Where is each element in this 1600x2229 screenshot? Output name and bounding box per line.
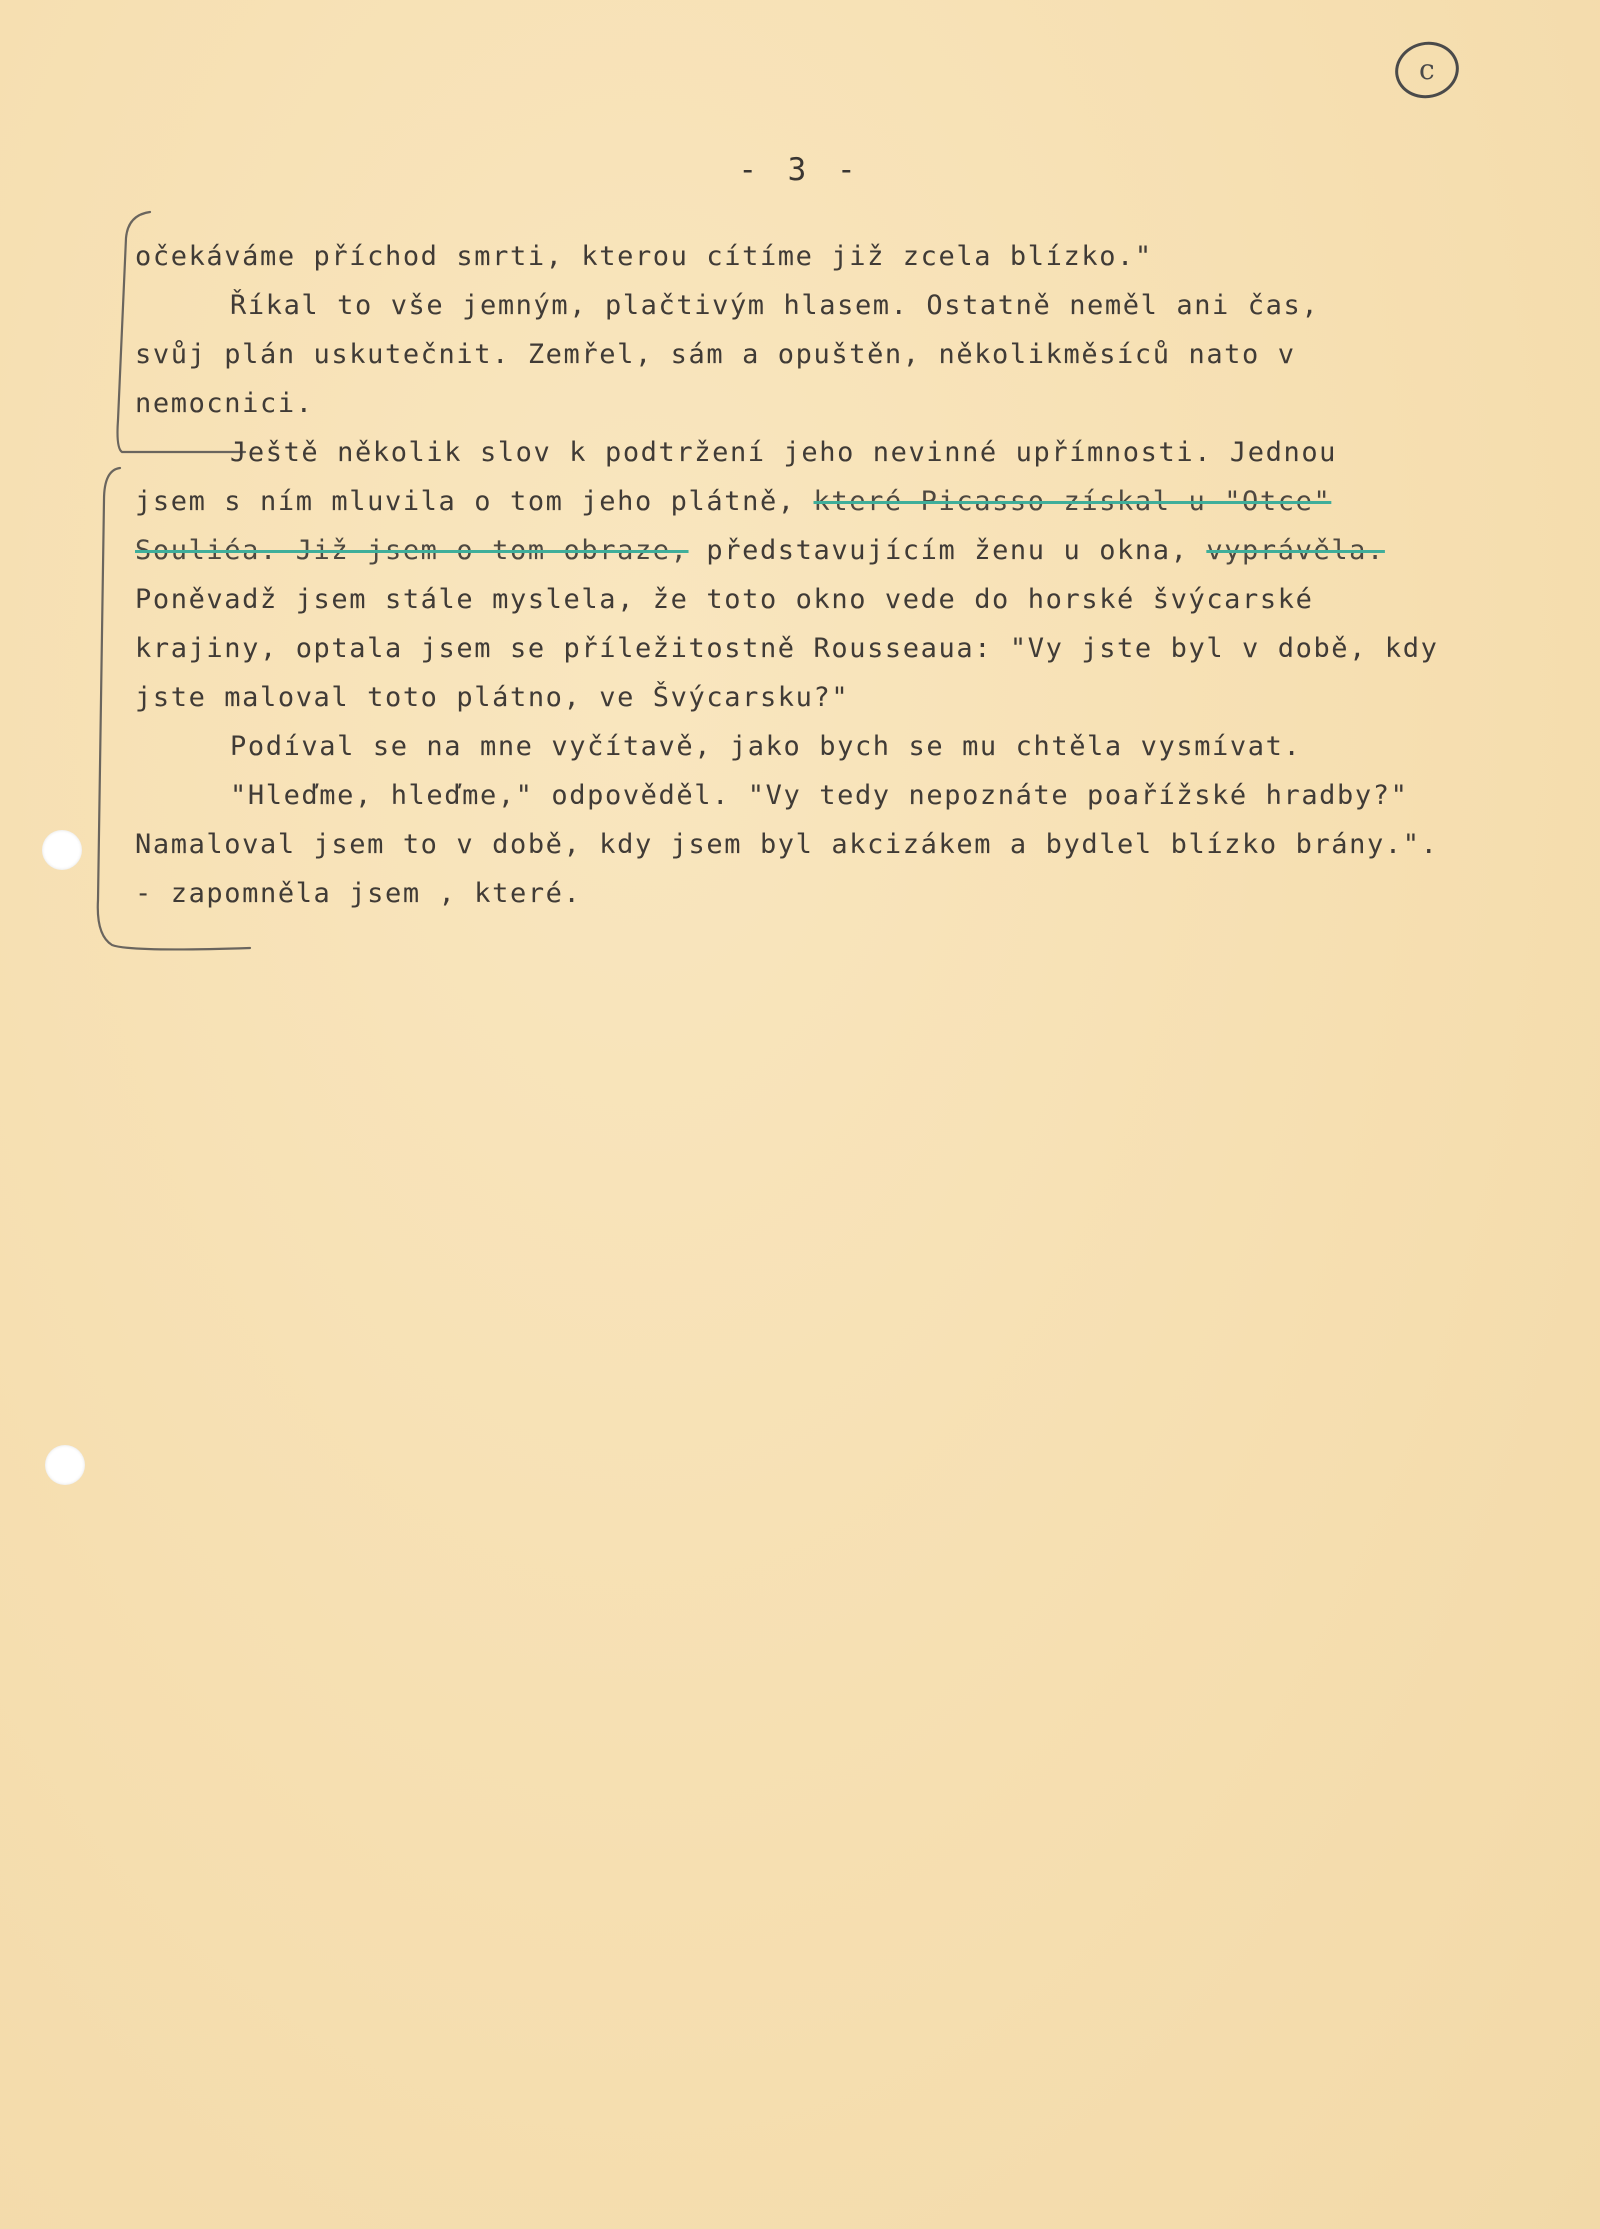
- typed-text: Poněvadž jsem stále myslela, že toto okno vede do horské švýcarské: [135, 584, 1314, 615]
- typed-text: Říkal to vše jemným, plačtivým hlasem. Ostatně neměl ani čas,: [230, 290, 1320, 321]
- typed-text: představujícím ženu u okna,: [688, 535, 1207, 566]
- struck-through-text: které Picasso získal u "Otce": [813, 486, 1332, 517]
- typed-text: - zapomněla jsem , které.: [135, 878, 582, 909]
- typed-line: [135, 526, 1575, 575]
- typed-text: svůj plán uskutečnit. Zemřel, sám a opuštěn, několikměsíců nato v: [135, 339, 1296, 370]
- typed-text: Namaloval jsem to v době, kdy jsem byl akcizákem a bydlel blízko brány.".: [135, 829, 1439, 860]
- typed-text: "Hleďme, hleďme," odpověděl. "Vy tedy nepoznáte poařížské hradby?": [230, 780, 1409, 811]
- typed-line: [135, 281, 1575, 330]
- page-number: - 3 -: [738, 152, 862, 188]
- circled-page-mark: [1390, 36, 1464, 104]
- typed-line: [135, 428, 1575, 477]
- typed-line: [135, 477, 1575, 526]
- typed-text: nemocnici.: [135, 388, 314, 419]
- struck-through-text: vyprávěla.: [1206, 535, 1385, 566]
- typed-line: [135, 771, 1575, 820]
- typed-line: [135, 869, 1575, 918]
- typed-line: [135, 820, 1575, 869]
- punch-hole: [45, 1445, 85, 1485]
- punch-hole: [42, 830, 82, 870]
- circled-page-mark-letter: c: [1419, 53, 1435, 86]
- typed-text: krajiny, optala jsem se příležitostně Rousseaua: "Vy jste byl v době, kdy: [135, 633, 1439, 664]
- typed-line: [135, 673, 1575, 722]
- struck-through-text: Souliéa. Již jsem o tom obraze,: [135, 535, 689, 566]
- typed-text: jsem s ním mluvila o tom jeho plátně,: [135, 486, 814, 517]
- typed-line: [135, 624, 1575, 673]
- typed-text-body: [135, 232, 1575, 918]
- typed-text: jste maloval toto plátno, ve Švýcarsku?": [135, 682, 850, 713]
- typed-line: [135, 330, 1575, 379]
- typed-line: [135, 722, 1575, 771]
- typed-text: očekáváme příchod smrti, kterou cítíme již zcela blízko.": [135, 241, 1153, 272]
- typed-text: Ještě několik slov k podtržení jeho nevinné upřímnosti. Jednou: [230, 437, 1338, 468]
- typed-line: [135, 379, 1575, 428]
- typed-line: [135, 232, 1575, 281]
- typed-text: Podíval se na mne vyčítavě, jako bych se mu chtěla vysmívat.: [230, 731, 1302, 762]
- typed-line: [135, 575, 1575, 624]
